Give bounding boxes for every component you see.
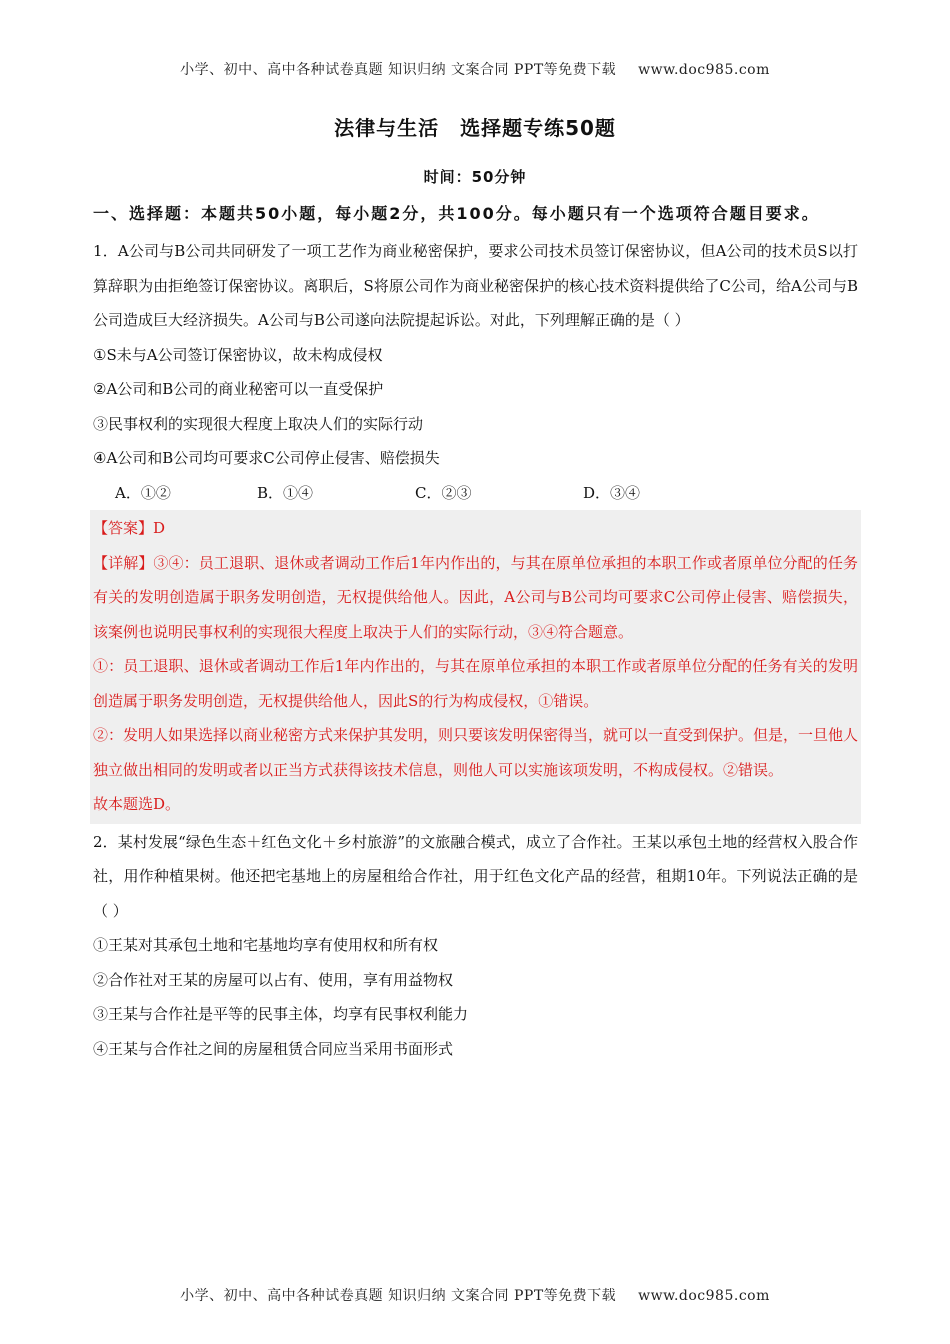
header-text: 小学、初中、高中各种试卷真题 知识归纳 文案合同 PPT等免费下载	[180, 62, 617, 78]
question-option: ②合作社对王某的房屋可以占有、使用，享有用益物权	[93, 970, 454, 989]
exam-time: 时间：50分钟	[423, 168, 527, 186]
question-option: ②A公司和B公司的商业秘密可以一直受保护	[93, 380, 384, 398]
explanation-conclusion: 故本题选D。	[93, 795, 181, 813]
explanation-paragraph: 【详解】③④：员工退职、退休或者调动工作后1年内作出的，与其在原单位承担的本职工作或者原单位分配的任务有关的发明创造属于职务发明创造，无权提供给他人。因此，A公司与B公司均可要求C公司停止侵害、赔偿损失，该案例也说明民事权利的实现很大程度上取决于人们的实际行动，③④符合题意。	[93, 553, 858, 641]
question-2	[93, 825, 858, 1067]
document-body	[93, 196, 858, 1066]
question-option: ③民事权利的实现很大程度上取决人们的实际行动	[93, 414, 424, 433]
answer-label: 【答案】D	[93, 519, 166, 537]
explanation-paragraph: ②：发明人如果选择以商业秘密方式来保护其发明，则只要该发明保密得当，就可以一直受到保护。但是，一旦他人独立做出相同的发明或者以正当方式获得该技术信息，则他人可以实施该项发明，不构成侵权。②错误。	[93, 726, 859, 779]
question-1	[93, 234, 858, 824]
header-url[interactable]: www.doc985.com	[638, 62, 770, 78]
choice-c: C．②③	[415, 483, 472, 502]
question-option: ④A公司和B公司均可要求C公司停止侵害、赔偿损失	[93, 449, 440, 467]
page-footer	[0, 1285, 950, 1305]
footer-text: 小学、初中、高中各种试卷真题 知识归纳 文案合同 PPT等免费下载	[180, 1288, 617, 1304]
choice-a: A．①②	[115, 483, 171, 502]
question-option: ③王某与合作社是平等的民事主体，均享有民事权利能力	[93, 1005, 469, 1023]
choice-d: D．③④	[583, 483, 641, 502]
question-option: ④王某与合作社之间的房屋租赁合同应当采用书面形式	[93, 1039, 454, 1058]
question-option: ①王某对其承包土地和宅基地均享有使用权和所有权	[93, 936, 439, 954]
question-stem: 2．某村发展“绿色生态＋红色文化＋乡村旅游”的文旅融合模式，成立了合作社。王某以承包土地的经营权入股合作社，用作种植果树。他还把宅基地上的房屋租给合作社，用于红色文化产品的经营，租期10年。下列说法正确的是（ ）	[93, 832, 858, 920]
section-heading: 一、选择题：本题共50小题，每小题2分，共100分。每小题只有一个选项符合题目要求。	[93, 204, 820, 223]
explanation-paragraph: ①：员工退职、退休或者调动工作后1年内作出的，与其在原单位承担的本职工作或者原单位分配的任务有关的发明创造属于职务发明创造，无权提供给他人，因此S的行为构成侵权，①错误。	[93, 657, 858, 710]
answer-choices	[93, 476, 858, 511]
page-title: 法律与生活 选择题专练50题	[334, 116, 616, 140]
choice-b: B．①④	[257, 483, 314, 502]
footer-url[interactable]: www.doc985.com	[638, 1288, 770, 1304]
question-option: ①S未与A公司签订保密协议，故未构成侵权	[93, 345, 383, 364]
answer-explanation-box	[90, 510, 861, 824]
page-header	[0, 59, 950, 79]
question-stem: 1．A公司与B公司共同研发了一项工艺作为商业秘密保护，要求公司技术员签订保密协议，但A公司的技术员S以打算辞职为由拒绝签订保密协议。离职后，S将原公司作为商业秘密保护的核心技术资料提供给了C公司，给A公司与B公司造成巨大经济损失。A公司与B公司遂向法院提起诉讼。对此，下列理解正确的是（ ）	[93, 242, 858, 329]
